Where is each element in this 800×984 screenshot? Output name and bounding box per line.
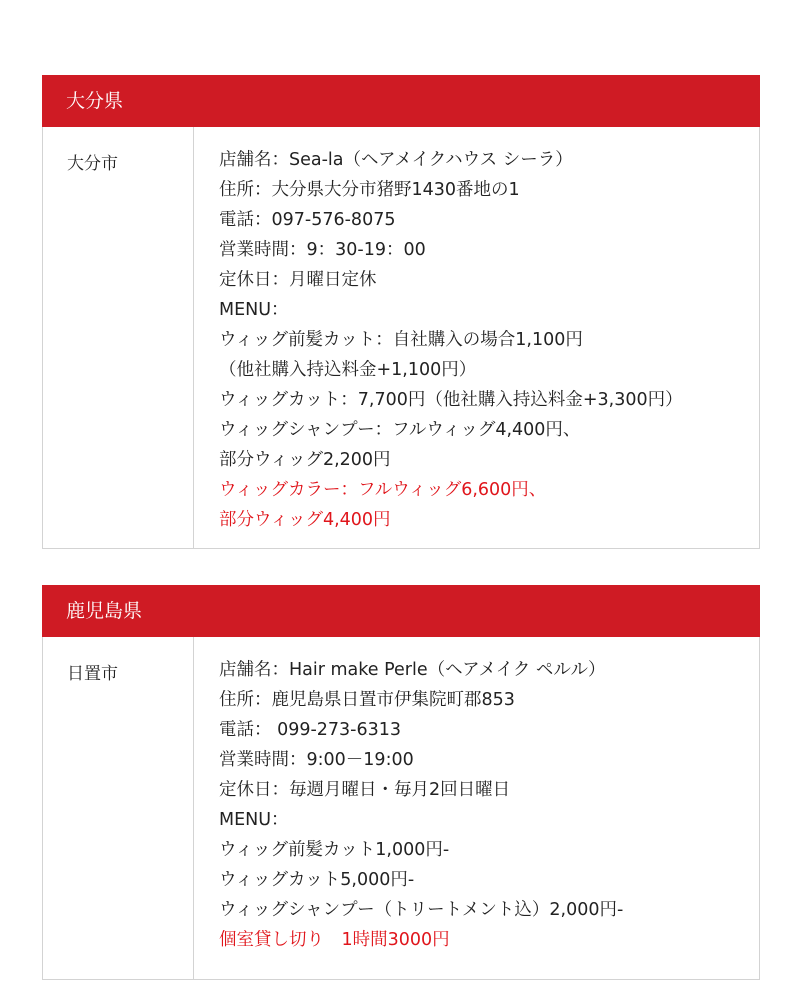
prefecture-section-kagoshima — [42, 585, 760, 980]
shop-info — [194, 127, 759, 548]
shop-closed-days: 定休日：月曜日定休 — [219, 270, 377, 290]
city-cell: 大分市 — [43, 127, 194, 548]
shop-phone: 電話：097-576-8075 — [219, 210, 396, 230]
shop-table — [42, 127, 760, 549]
menu-item: ウィッグ前髪カット：自社購入の場合1,100円 — [219, 330, 583, 350]
prefecture-header: 大分県 — [42, 75, 760, 127]
menu-item-highlight: 部分ウィッグ4,400円 — [219, 510, 391, 530]
menu-item: ウィッグカット：7,700円（他社購入持込料金+3,300円） — [219, 390, 683, 410]
menu-item: （他社購入持込料金+1,100円） — [219, 360, 477, 380]
prefecture-section-oita — [42, 75, 760, 549]
shop-table — [42, 637, 760, 980]
shop-hours: 営業時間：9：30-19：00 — [219, 240, 426, 260]
shop-closed-days: 定休日：毎週月曜日・毎月2回日曜日 — [219, 780, 511, 800]
shop-info — [194, 637, 759, 979]
menu-item: ウィッグカット5,000円- — [219, 870, 415, 890]
shop-address: 住所：大分県大分市猪野1430番地の1 — [219, 180, 520, 200]
shop-phone: 電話： 099-273-6313 — [219, 720, 402, 740]
menu-heading: MENU： — [219, 300, 289, 320]
shop-hours: 営業時間：9:00－19:00 — [219, 750, 414, 770]
prefecture-header: 鹿児島県 — [42, 585, 760, 637]
menu-item-highlight: ウィッグカラー：フルウィッグ6,600円、 — [219, 480, 547, 500]
shop-name: 店舗名：Sea-la（ヘアメイクハウス シーラ） — [219, 150, 573, 170]
menu-item: ウィッグシャンプー（トリートメント込）2,000円- — [219, 900, 624, 920]
city-cell: 日置市 — [43, 637, 194, 979]
menu-item: 部分ウィッグ2,200円 — [219, 450, 391, 470]
menu-heading: MENU： — [219, 810, 289, 830]
menu-item: ウィッグ前髪カット1,000円- — [219, 840, 450, 860]
shop-name: 店舗名：Hair make Perle（ヘアメイク ペルル） — [219, 660, 606, 680]
shop-address: 住所：鹿児島県日置市伊集院町郡853 — [219, 690, 515, 710]
menu-item: ウィッグシャンプー：フルウィッグ4,400円、 — [219, 420, 581, 440]
menu-item-highlight: 個室貸し切り 1時間3000円 — [219, 930, 450, 950]
